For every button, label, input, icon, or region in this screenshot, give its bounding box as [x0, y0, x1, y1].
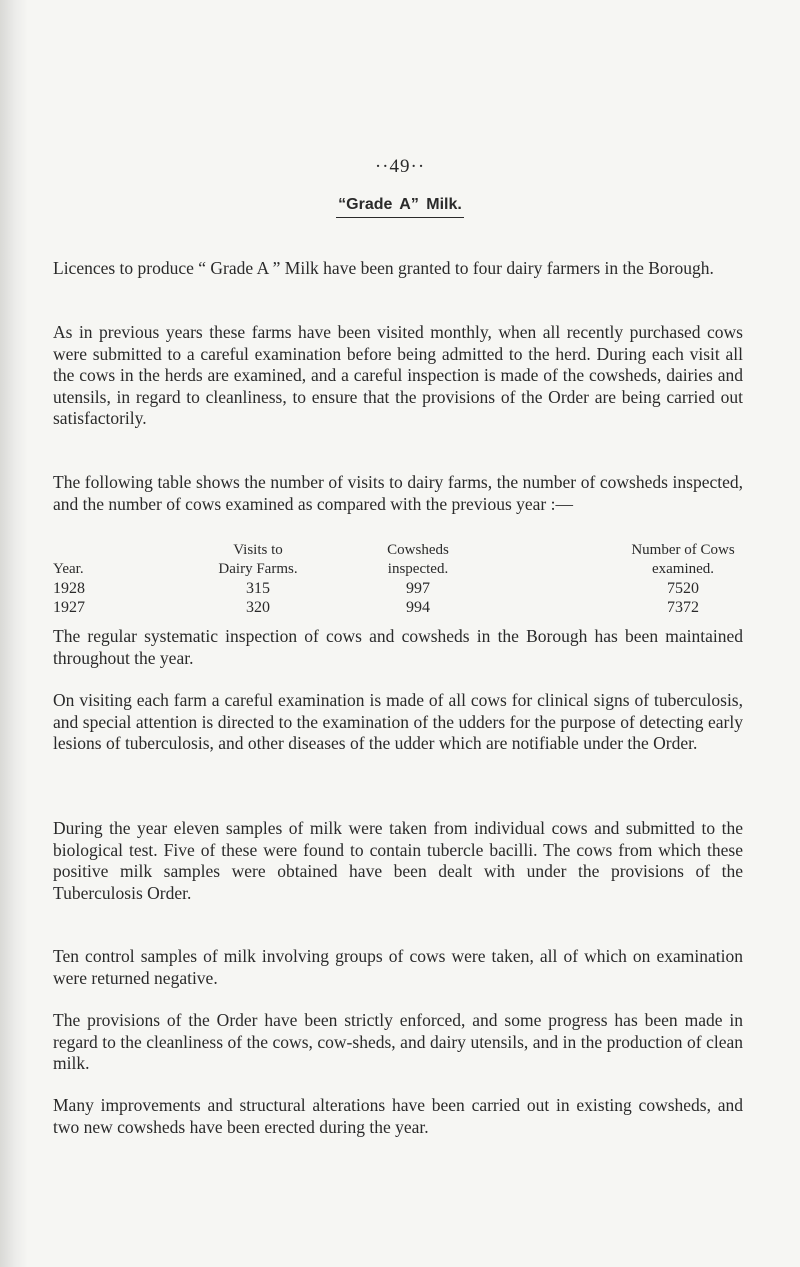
paragraph-biological-test: During the year eleven samples of milk were taken from individual cows and submitted to the biological test. Five of these were found to contain tubercle bacilli. The cows from which these positive milk samples were obtained have been dealt with under the provisions of the Tuberculosis Order.: [53, 818, 743, 903]
table-cell-visits: 315: [246, 580, 270, 597]
table-header-cell: Year.: [53, 561, 84, 577]
table-header-cell: Visits to: [233, 542, 283, 558]
table-cell-year: 1927: [53, 599, 85, 616]
section-heading: [0, 196, 800, 218]
paragraph-monthly-visits: As in previous years these farms have been visited monthly, when all recently purchased cows were submitted to a careful examination before being admitted to the herd. During each visit all the cows in the herds are examined, and a careful inspection is made of the cowsheds, dairies and utensils, in regard to cleanliness, to ensure that the provisions of the Order are being carried out satisfactorily.: [53, 322, 743, 428]
table-header-cell: Dairy Farms.: [218, 561, 298, 577]
table-header-row-1: [53, 542, 753, 561]
table-row: [53, 599, 753, 618]
table-row: [53, 580, 753, 599]
table-cell-cows: 7372: [667, 599, 699, 616]
table-cell-cows: 7520: [667, 580, 699, 597]
page-edge-shadow: [0, 0, 28, 1267]
table-cell-visits: 320: [246, 599, 270, 616]
paragraph-systematic-inspection: The regular systematic inspection of cows and cowsheds in the Borough has been maintained throughout the year.: [53, 626, 743, 668]
visits-table: [53, 542, 753, 618]
paragraph-farm-examination: On visiting each farm a careful examination is made of all cows for clinical signs of tuberculosis, and special attention is directed to the examination of the udders for the purpose of detecting early lesions of tuberculosis, and other diseases of the udder which are notifiable under the Order.: [53, 690, 743, 753]
table-header-row-2: [53, 561, 753, 580]
paragraph-control-samples: Ten control samples of milk involving groups of cows were taken, all of which on examination were returned negative.: [53, 946, 743, 988]
paragraph-table-intro: The following table shows the number of visits to dairy farms, the number of cowsheds inspected, and the number of cows examined as compared with the previous year :—: [53, 472, 743, 514]
table-header-cell: examined.: [651, 561, 715, 577]
table-cell-year: 1928: [53, 580, 85, 597]
page-number: ··49··: [374, 156, 426, 177]
table-header-cell: Number of Cows: [631, 542, 735, 558]
paragraph-order-enforced: The provisions of the Order have been strictly enforced, and some progress has been made in regard to the cleanliness of the cows, cow-sheds, and dairy utensils, and in the production of clean milk.: [53, 1010, 743, 1073]
table-header-cell: inspected.: [387, 561, 449, 577]
table-cell-cowsheds: 997: [406, 580, 430, 597]
section-heading-text: “Grade A” Milk.: [336, 196, 464, 218]
paragraph-licences: Licences to produce “ Grade A ” Milk have been granted to four dairy farmers in the Borough.: [53, 258, 714, 278]
table-header-cell: Cowsheds: [387, 542, 449, 558]
paragraph-improvements: Many improvements and structural alterations have been carried out in existing cowsheds, and two new cowsheds have been erected during the year.: [53, 1095, 743, 1137]
table-cell-cowsheds: 994: [406, 599, 430, 616]
